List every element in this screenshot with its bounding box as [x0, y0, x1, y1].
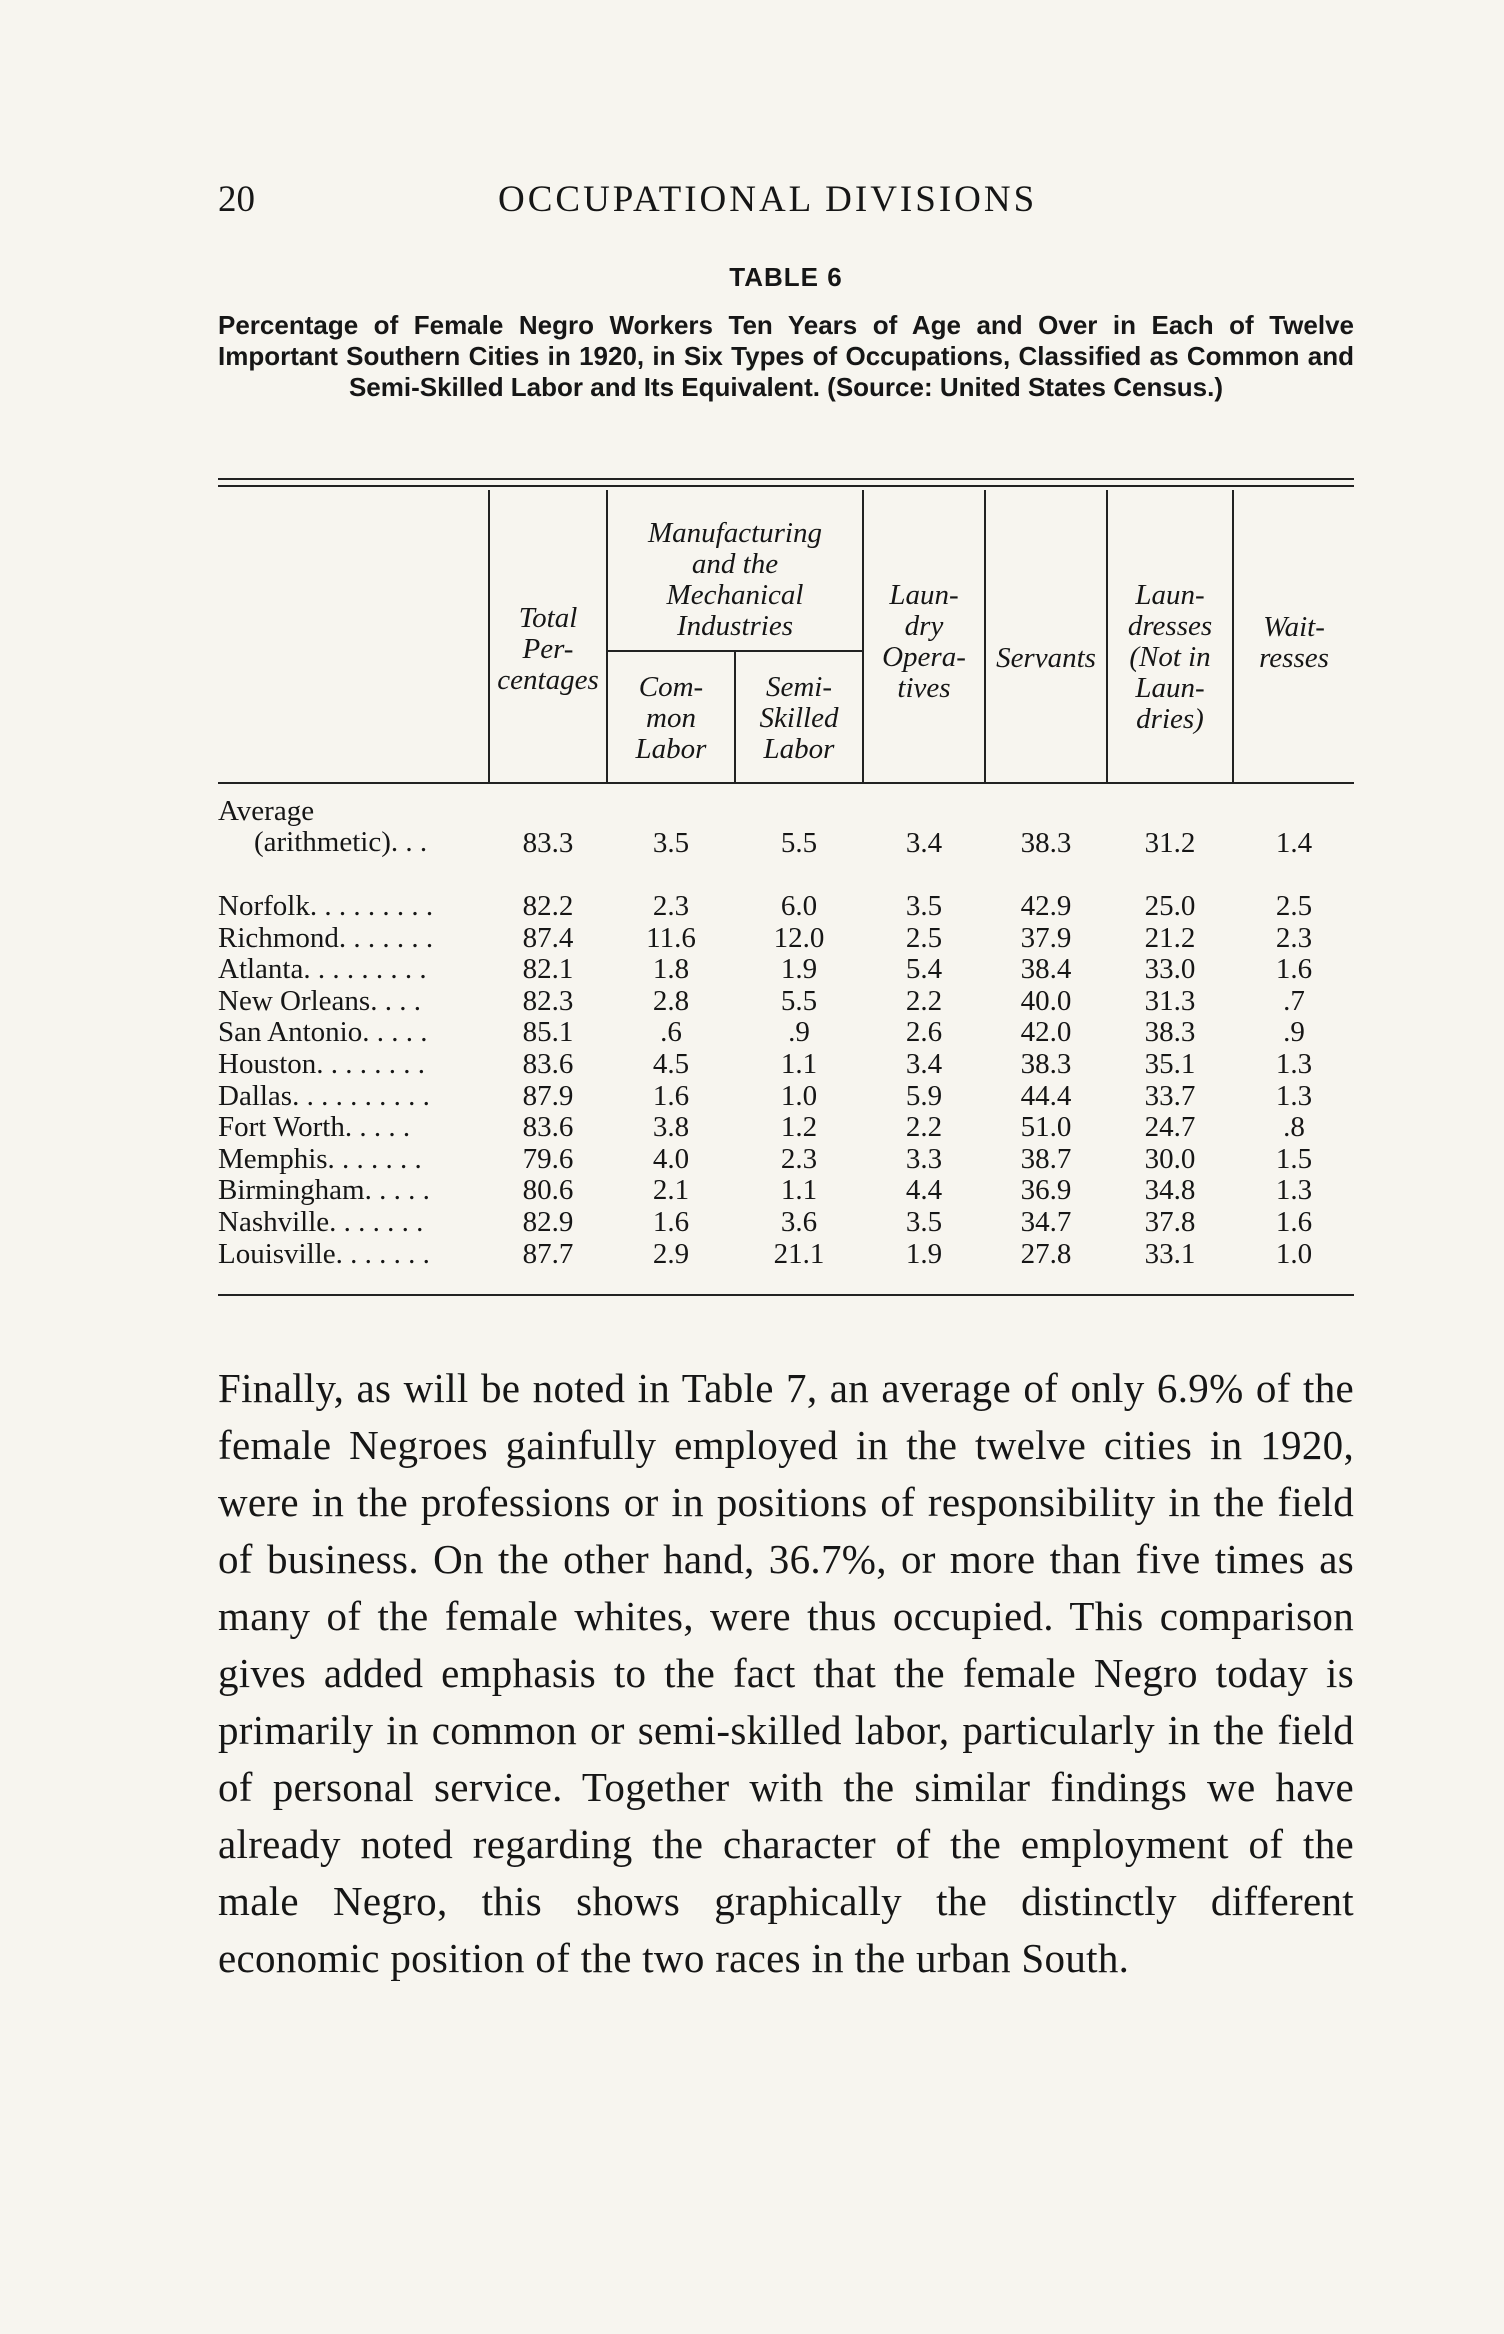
header-semi-skilled-labor — [736, 672, 862, 765]
header-text: Opera- — [882, 641, 966, 673]
cell-waitresses: 2.3 — [1275, 922, 1313, 954]
cell-total: 82.2 — [522, 890, 574, 922]
table-top-rule — [218, 478, 1354, 480]
cell-semi-skilled: 1.9 — [780, 953, 818, 985]
column-divider — [984, 490, 986, 782]
cell-laundry: 3.3 — [905, 1143, 943, 1175]
cell-semi-skilled: 3.6 — [780, 1206, 818, 1238]
cell-laundresses: 30.0 — [1144, 1143, 1196, 1175]
cell-waitresses: 1.3 — [1275, 1174, 1313, 1206]
cell-laundry: 3.4 — [905, 827, 943, 859]
average-label-line: (arithmetic). . . — [254, 826, 428, 858]
cell-common-labor: 1.6 — [652, 1206, 690, 1238]
header-waitresses — [1234, 612, 1354, 674]
header-text: Laun- — [1135, 579, 1205, 611]
city-label: Birmingham. . . . . — [218, 1174, 430, 1206]
header-total-percentages — [490, 603, 606, 696]
cell-waitresses: 1.5 — [1275, 1143, 1313, 1175]
table-label: TABLE 6 — [729, 262, 843, 292]
header-text: Manufacturing — [648, 517, 822, 549]
running-head — [218, 178, 1354, 228]
header-text: Skilled — [759, 702, 839, 734]
cell-servants: 38.7 — [1020, 1143, 1072, 1175]
header-laundry-operatives — [864, 580, 984, 704]
cell-common-labor: 2.3 — [652, 890, 690, 922]
header-text: Servants — [996, 642, 1096, 674]
cell-laundry: 5.4 — [905, 953, 943, 985]
cell-semi-skilled: 1.1 — [780, 1048, 818, 1080]
cell-servants: 42.9 — [1020, 890, 1072, 922]
cell-laundresses: 34.8 — [1144, 1174, 1196, 1206]
cell-laundresses: 33.1 — [1144, 1238, 1196, 1270]
header-text: Laun- — [889, 579, 959, 611]
cell-common-labor: 2.1 — [652, 1174, 690, 1206]
cell-semi-skilled: 6.0 — [780, 890, 818, 922]
header-text: Com- — [638, 671, 704, 703]
city-label: Norfolk. . . . . . . . . — [218, 890, 434, 922]
cell-laundry: 1.9 — [905, 1238, 943, 1270]
cell-waitresses: .9 — [1283, 1016, 1305, 1048]
cell-laundry: 3.5 — [905, 890, 943, 922]
average-label-line: Average — [218, 795, 315, 827]
header-text: and the — [691, 548, 779, 580]
cell-common-labor: 3.5 — [652, 827, 690, 859]
cell-common-labor: 3.8 — [652, 1111, 690, 1143]
cell-semi-skilled: 1.0 — [780, 1080, 818, 1112]
header-text: Per- — [522, 633, 574, 665]
body-paragraph: Finally, as will be noted in Table 7, an average of only 6.9% of the female Negroes gainfully employed in the twelve cities in 1920, were in the professions or in positions of responsibility in the field of business. On the other hand, 36.7%, or more than five times as many of the female whites, were thus occupied. This comparison gives added emphasis to the fact that the female Negro today is primarily in common or semi-skilled labor, particularly in the field of personal service. Together with the similar findings we have already noted regarding the character of the employment of the male Negro, this shows graphically the distinctly different economic position of the two races in the urban South. — [218, 1365, 1354, 1981]
header-text: Semi- — [765, 671, 833, 703]
city-label: Houston. . . . . . . . — [218, 1048, 426, 1080]
average-label — [218, 796, 427, 858]
header-common-labor — [608, 672, 734, 765]
cell-laundry: 2.2 — [905, 985, 943, 1017]
cell-waitresses: 1.0 — [1275, 1238, 1313, 1270]
city-label: Nashville. . . . . . . — [218, 1206, 424, 1238]
manufacturing-subheader-rule — [606, 650, 862, 652]
table-caption: Percentage of Female Negro Workers Ten Years of Age and Over in Each of Twelve Important Southern Cities in 1920, in Six Types of Occupations, Classified as Common and Semi-Skilled Labor and Its Equivalent. (Source: United States Census.) — [218, 310, 1354, 402]
header-bottom-rule — [218, 782, 1354, 784]
cell-semi-skilled: 21.1 — [773, 1238, 825, 1270]
cell-total: 82.9 — [522, 1206, 574, 1238]
cell-waitresses: 1.3 — [1275, 1048, 1313, 1080]
cell-servants: 44.4 — [1020, 1080, 1072, 1112]
cell-waitresses: 1.3 — [1275, 1080, 1313, 1112]
city-label: Richmond. . . . . . . — [218, 922, 434, 954]
cell-laundry: 4.4 — [905, 1174, 943, 1206]
header-text: mon — [646, 702, 696, 734]
cell-waitresses: 1.6 — [1275, 953, 1313, 985]
cell-servants: 51.0 — [1020, 1111, 1072, 1143]
cell-semi-skilled: .9 — [788, 1016, 810, 1048]
header-text: dries) — [1136, 703, 1204, 735]
city-label: Fort Worth. . . . . — [218, 1111, 411, 1143]
cell-waitresses: .8 — [1283, 1111, 1305, 1143]
cell-total: 83.6 — [522, 1048, 574, 1080]
header-text: tives — [897, 672, 951, 704]
header-text: Labor — [635, 733, 707, 765]
cell-laundry: 2.2 — [905, 1111, 943, 1143]
cell-waitresses: 1.6 — [1275, 1206, 1313, 1238]
cell-common-labor: 1.8 — [652, 953, 690, 985]
running-title: OCCUPATIONAL DIVISIONS — [498, 179, 1038, 220]
header-servants — [986, 643, 1106, 674]
cell-common-labor: 4.5 — [652, 1048, 690, 1080]
cell-servants: 38.3 — [1020, 827, 1072, 859]
header-text: dresses — [1127, 610, 1213, 642]
cell-servants: 42.0 — [1020, 1016, 1072, 1048]
cell-semi-skilled: 5.5 — [780, 985, 818, 1017]
page-number: 20 — [218, 179, 255, 220]
city-label: Atlanta. . . . . . . . . — [218, 953, 427, 985]
cell-laundresses: 24.7 — [1144, 1111, 1196, 1143]
city-label: New Orleans. . . . — [218, 985, 421, 1017]
city-label: Memphis. . . . . . . — [218, 1143, 422, 1175]
cell-waitresses: .7 — [1283, 985, 1305, 1017]
header-text: (Not in — [1129, 641, 1211, 673]
cell-total: 87.7 — [522, 1238, 574, 1270]
cell-laundresses: 37.8 — [1144, 1206, 1196, 1238]
cell-laundry: 3.5 — [905, 1206, 943, 1238]
header-text: resses — [1259, 642, 1329, 674]
cell-semi-skilled: 12.0 — [773, 922, 825, 954]
cell-total: 83.3 — [522, 827, 574, 859]
cell-total: 82.3 — [522, 985, 574, 1017]
table-bottom-rule — [218, 1294, 1354, 1296]
cell-laundresses: 25.0 — [1144, 890, 1196, 922]
cell-laundresses: 31.2 — [1144, 827, 1196, 859]
cell-laundry: 5.9 — [905, 1080, 943, 1112]
header-text: Wait- — [1263, 611, 1325, 643]
cell-semi-skilled: 1.2 — [780, 1111, 818, 1143]
cell-total: 80.6 — [522, 1174, 574, 1206]
city-label: Louisville. . . . . . . — [218, 1238, 430, 1270]
header-text: centages — [497, 664, 599, 696]
header-text: Labor — [763, 733, 835, 765]
cell-semi-skilled: 5.5 — [780, 827, 818, 859]
cell-waitresses: 1.4 — [1275, 827, 1313, 859]
header-text: Industries — [677, 610, 793, 642]
header-laundresses — [1108, 580, 1232, 735]
cell-laundresses: 38.3 — [1144, 1016, 1196, 1048]
cell-total: 79.6 — [522, 1143, 574, 1175]
header-text: Mechanical — [666, 579, 804, 611]
cell-semi-skilled: 2.3 — [780, 1143, 818, 1175]
cell-laundry: 2.5 — [905, 922, 943, 954]
cell-laundresses: 21.2 — [1144, 922, 1196, 954]
cell-semi-skilled: 1.1 — [780, 1174, 818, 1206]
cell-servants: 40.0 — [1020, 985, 1072, 1017]
cell-total: 87.9 — [522, 1080, 574, 1112]
cell-common-labor: 11.6 — [646, 922, 696, 954]
header-text: dry — [904, 610, 944, 642]
cell-common-labor: .6 — [660, 1016, 682, 1048]
cell-total: 87.4 — [522, 922, 574, 954]
cell-servants: 27.8 — [1020, 1238, 1072, 1270]
cell-laundresses: 33.7 — [1144, 1080, 1196, 1112]
cell-total: 83.6 — [522, 1111, 574, 1143]
cell-common-labor: 2.8 — [652, 985, 690, 1017]
cell-servants: 38.4 — [1020, 953, 1072, 985]
cell-common-labor: 4.0 — [652, 1143, 690, 1175]
city-label: San Antonio. . . . . — [218, 1016, 428, 1048]
cell-laundry: 3.4 — [905, 1048, 943, 1080]
cell-total: 85.1 — [522, 1016, 574, 1048]
cell-common-labor: 2.9 — [652, 1238, 690, 1270]
cell-laundresses: 33.0 — [1144, 953, 1196, 985]
cell-servants: 36.9 — [1020, 1174, 1072, 1206]
cell-waitresses: 2.5 — [1275, 890, 1313, 922]
header-text: Laun- — [1135, 672, 1205, 704]
cell-common-labor: 1.6 — [652, 1080, 690, 1112]
cell-laundresses: 35.1 — [1144, 1048, 1196, 1080]
table-top-rule-second — [218, 485, 1354, 487]
cell-total: 82.1 — [522, 953, 574, 985]
cell-servants: 37.9 — [1020, 922, 1072, 954]
cell-laundresses: 31.3 — [1144, 985, 1196, 1017]
city-label: Dallas. . . . . . . . . . — [218, 1080, 430, 1112]
cell-servants: 34.7 — [1020, 1206, 1072, 1238]
header-manufacturing — [608, 518, 862, 642]
header-text: Total — [518, 602, 578, 634]
cell-servants: 38.3 — [1020, 1048, 1072, 1080]
cell-laundry: 2.6 — [905, 1016, 943, 1048]
